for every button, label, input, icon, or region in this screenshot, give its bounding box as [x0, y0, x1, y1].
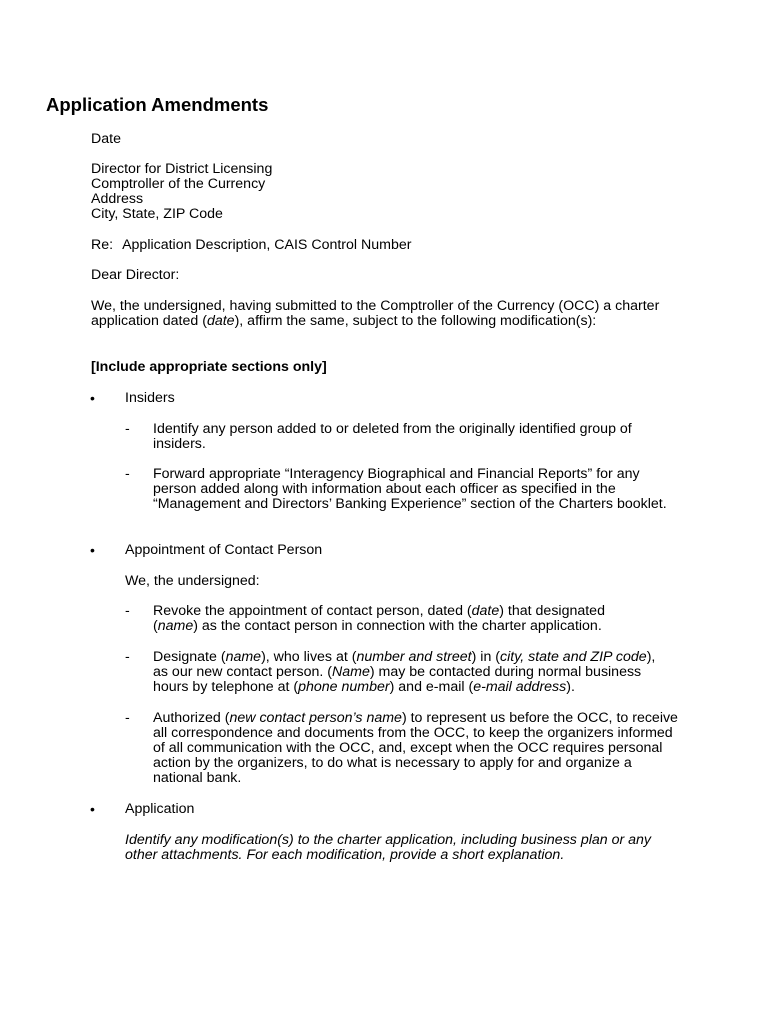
address-line-2: Comptroller of the Currency [91, 176, 266, 192]
contact-item-3: Authorized (new contact person’s name) to represent us before the OCC, to receive all correspondence and documents from the OCC, to keep the organizers informed of all communication with the OCC, and, except when the OCC requires personal action by the organizers, to do what is necessary to apply for and organize a national bank. [153, 710, 678, 786]
date-line: Date [91, 131, 121, 147]
salutation: Dear Director: [91, 267, 180, 283]
re-text: Application Description, CAIS Control Number [122, 237, 412, 253]
section-label-contact: Appointment of Contact Person [125, 542, 323, 558]
dash-contact-1: - [125, 603, 130, 619]
bullet-insiders: • [90, 390, 95, 406]
dash-insiders-1: - [125, 421, 130, 437]
application-instruction: Identify any modification(s) to the charter application, including business plan or any other attachments. For each modification, provide a short explanation. [125, 832, 652, 863]
bullet-contact: • [90, 542, 95, 558]
insiders-item-2: Forward appropriate “Interagency Biographical and Financial Reports” for any person added along with information about each officer as specified in the “Management and Directors’ Banking Experience” section of the Charters booklet. [153, 466, 667, 512]
bullet-application: • [90, 801, 95, 817]
date-placeholder: date [206, 313, 235, 329]
address-line-4: City, State, ZIP Code [91, 206, 223, 222]
recipient-address [91, 162, 691, 222]
instruction-note: [Include appropriate sections only] [91, 359, 327, 375]
contact-item-1: Revoke the appointment of contact person, dated (date) that designated (name) as the contact person in connection with the charter application. [153, 603, 605, 634]
re-label: Re: [91, 237, 114, 253]
dash-insiders-2: - [125, 466, 130, 482]
address-line-3: Address [91, 191, 144, 207]
intro-paragraph: We, the undersigned, having submitted to the Comptroller of the Currency (OCC) a charter application dated (date), affirm the same, subject to the following modification(s): [91, 298, 660, 329]
section-label-insiders: Insiders [125, 390, 175, 406]
section-label-application: Application [125, 801, 195, 817]
dash-contact-3: - [125, 710, 130, 726]
contact-item-2: Designate (name), who lives at (number and street) in (city, state and ZIP code), as our new contact person. (Name) may be contacted during normal business hours by telephone at (phone number) and e-mail (e-mail address). [153, 649, 656, 695]
insiders-item-1: Identify any person added to or deleted from the originally identified group of insiders. [153, 421, 632, 452]
dash-contact-2: - [125, 649, 130, 665]
address-line-1: Director for District Licensing [91, 161, 273, 177]
document-title: Application Amendments [46, 94, 269, 115]
re-line [91, 238, 691, 253]
contact-lead: We, the undersigned: [125, 573, 260, 589]
